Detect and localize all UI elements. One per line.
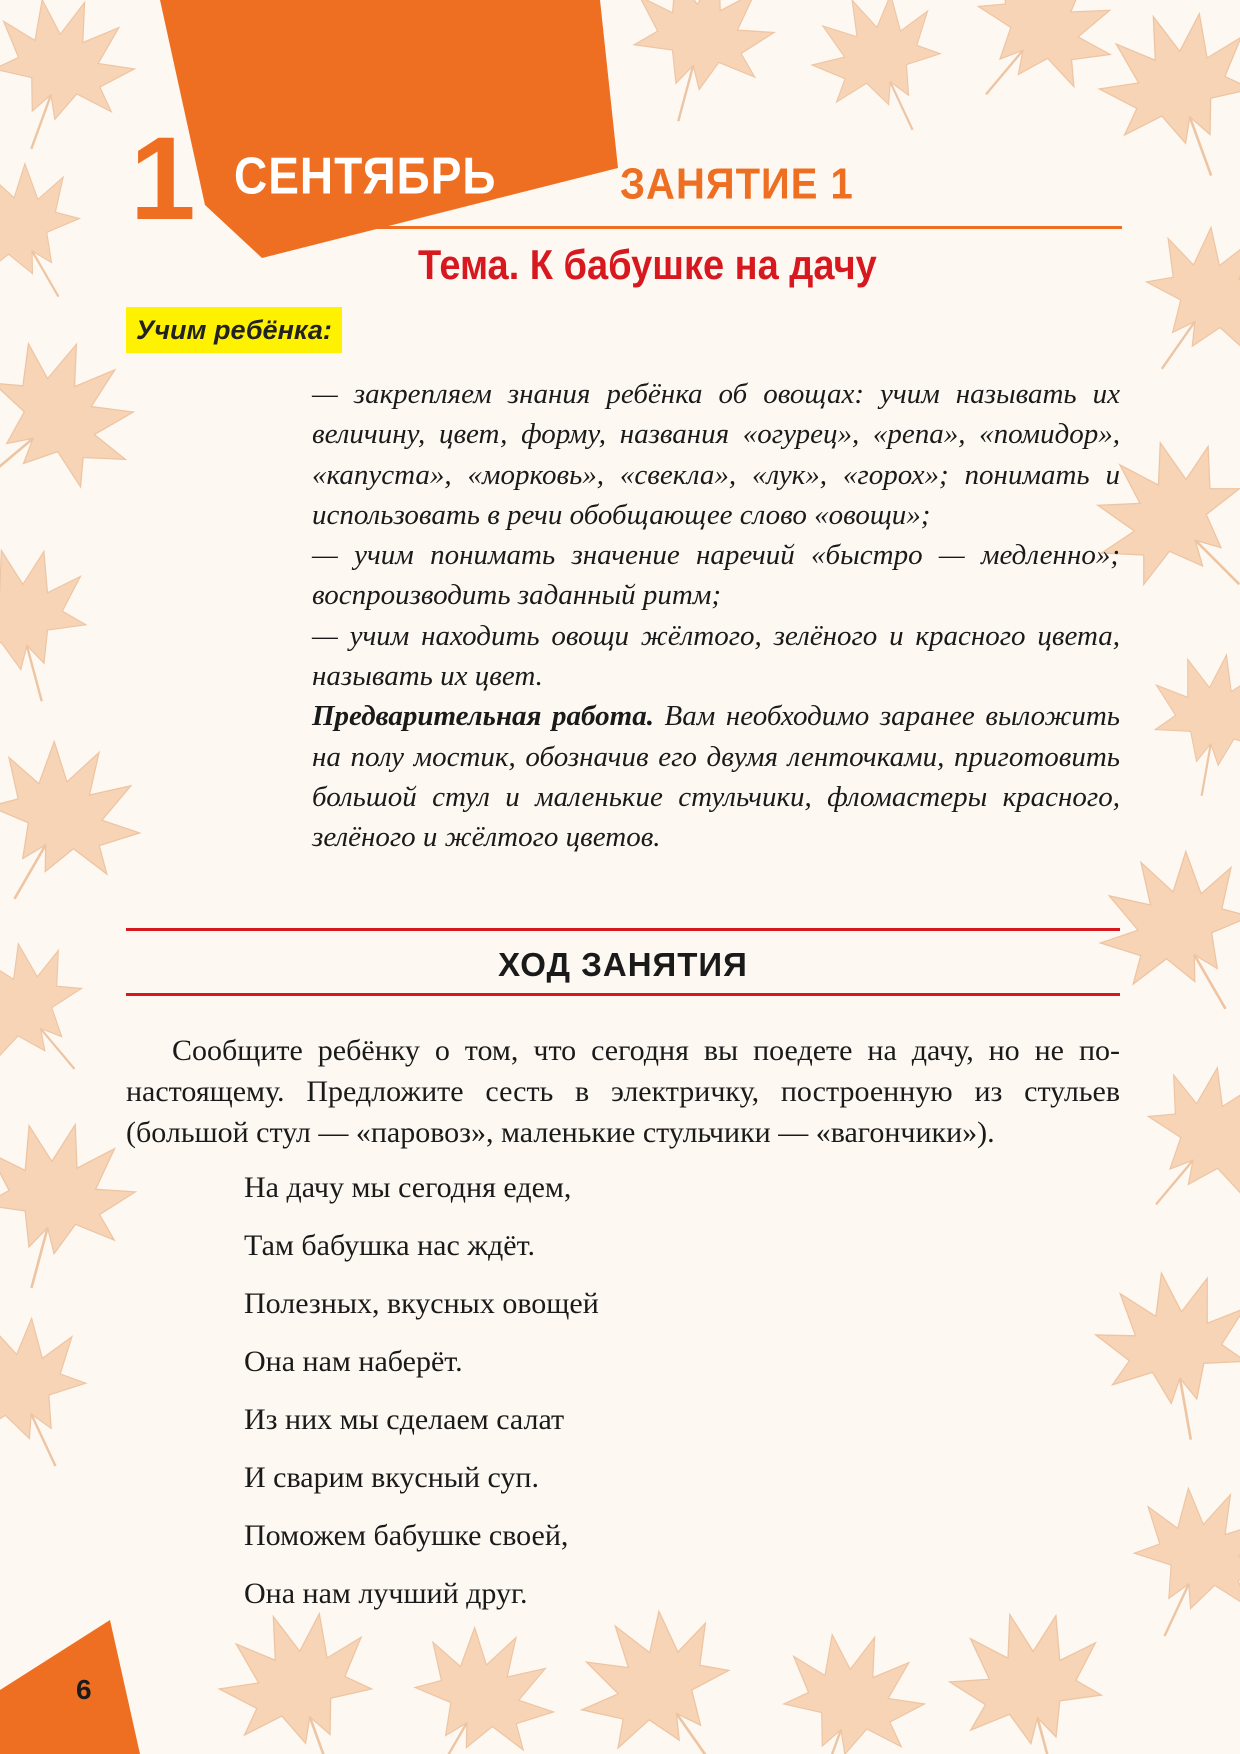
prep-text: Вам необходимо заранее выложить на полу мостик, обозначив его двумя ленточками, приготовить большой стул и маленькие стульчики, фломастеры красного, зелёного и жёлтого цветов.: [312, 700, 1120, 854]
prep-paragraph: [312, 696, 1120, 857]
poem-line: И сварим вкусный суп.: [244, 1461, 539, 1494]
section-title: ХОД ЗАНЯТИЯ: [498, 946, 748, 983]
poem: [244, 1168, 599, 1632]
lesson-title: ЗАНЯТИЕ 1: [620, 159, 854, 209]
poem-line: Она нам наберёт.: [244, 1345, 463, 1378]
theme-title: Тема. К бабушке на дачу: [418, 242, 877, 289]
goal-item: — учим находить овощи жёлтого, зелёного и красного цвета, называть их цвет.: [312, 619, 1120, 693]
poem-line: На дачу мы сегодня едем,: [244, 1171, 572, 1204]
goal-item: — учим понимать значение наречий «быстро — медленно»; воспроизводить заданный ритм;: [312, 539, 1120, 612]
poem-line: Она нам лучший друг.: [244, 1577, 528, 1610]
month-title: СЕНТЯБРЬ: [234, 146, 497, 205]
section-divider-bottom: [126, 993, 1120, 996]
poem-line: Из них мы сделаем салат: [244, 1403, 565, 1436]
poem-line: Поможем бабушке своей,: [244, 1519, 569, 1552]
intro-text: Сообщите ребёнку о том, что сегодня вы поедете на дачу, но не по-настоящему. Предложите сесть в электричку, построенную из стульев (большой стул — «паровоз», маленькие стульчики — «вагончики»).: [126, 1034, 1120, 1149]
month-number: 1: [130, 113, 194, 245]
goal-item: — закрепляем знания ребёнка об овощах: учим называть их величину, цвет, форму, названия «огурец», «репа», «помидор», «капуста», «морковь», «свекла», «лук», «горох»; понимать и использовать в речи обобщающее слово «овощи»;: [312, 378, 1120, 531]
goals-list: [312, 374, 1120, 858]
page-corner-shape: [0, 1620, 140, 1754]
prep-label: Предварительная работа.: [312, 700, 654, 733]
header-divider: [232, 226, 1122, 229]
page-number: 6: [76, 1674, 92, 1705]
learn-label: Учим ребёнка:: [126, 307, 342, 353]
section-divider-top: [126, 928, 1120, 931]
poem-line: Полезных, вкусных овощей: [244, 1287, 599, 1320]
intro-paragraph: [126, 1030, 1120, 1153]
poem-line: Там бабушка нас ждёт.: [244, 1229, 535, 1262]
